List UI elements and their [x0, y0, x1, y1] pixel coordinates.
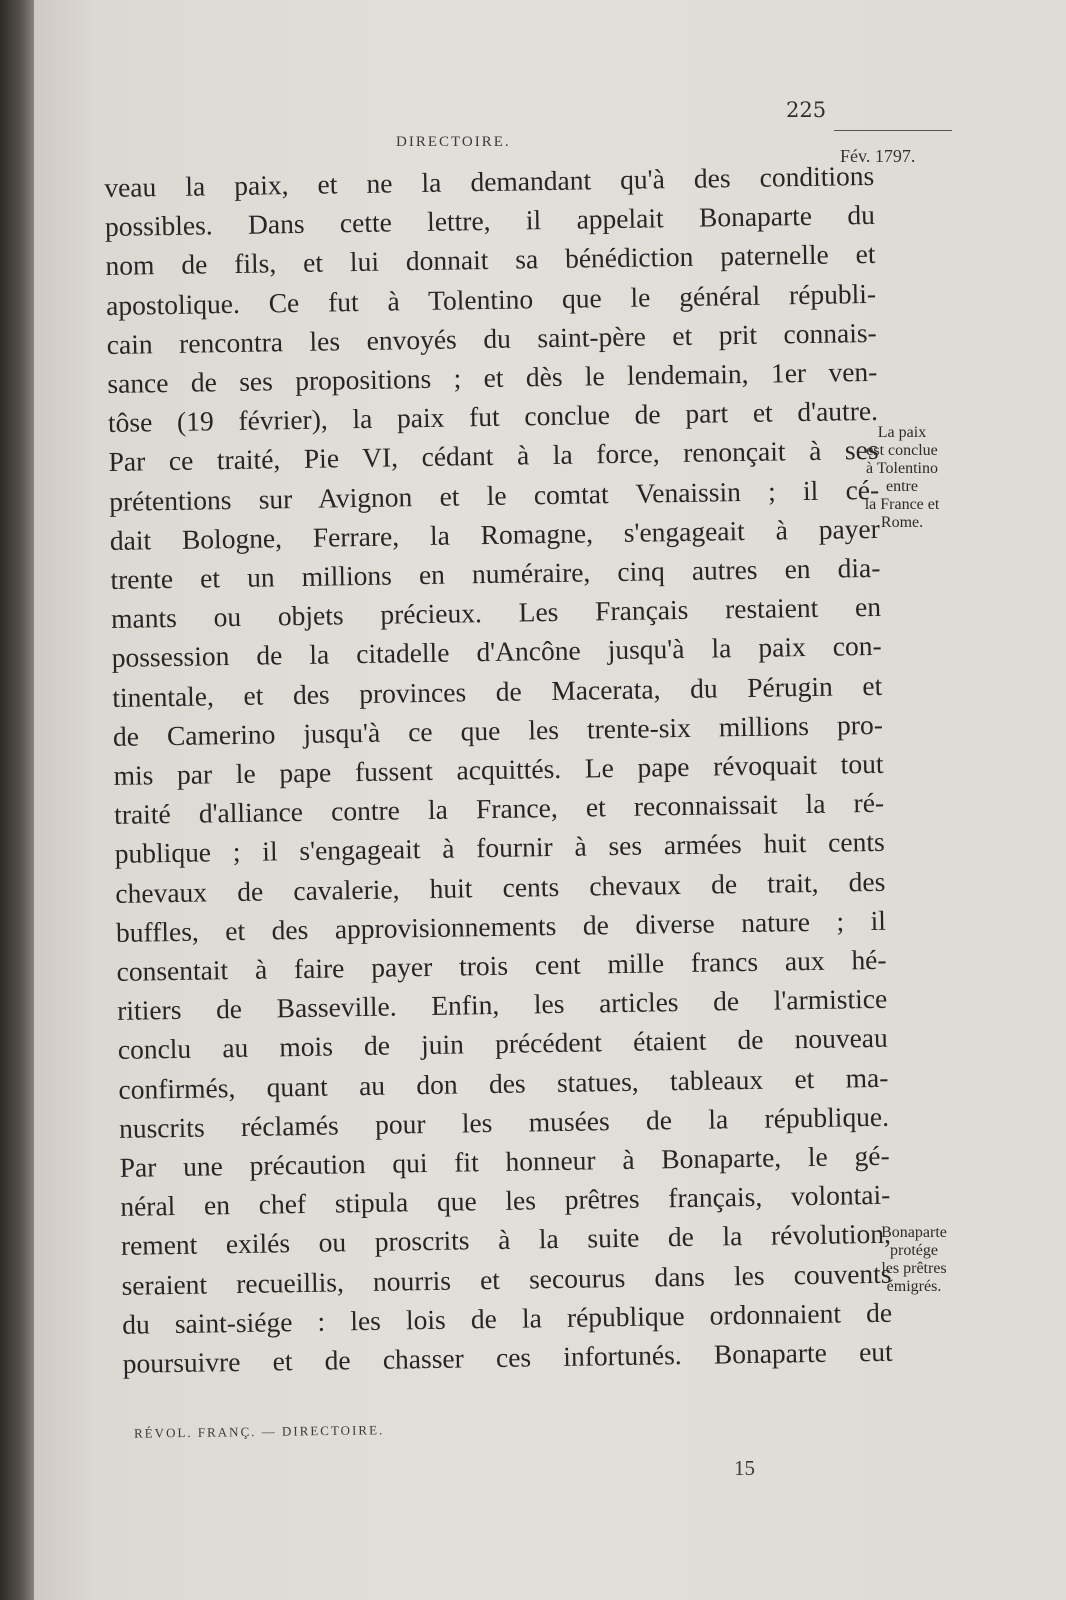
text-line: rement exilés ou proscrits à la suite de la révolution, — [120, 1218, 892, 1262]
text-line: ritiers de Basseville. Enfin, les articles de l'armistice — [116, 983, 888, 1027]
body-text — [104, 156, 893, 1383]
text-line: nuscrits réclamés pour les musées de la république. — [118, 1100, 890, 1144]
text-line: Par une précaution qui fit honneur à Bonaparte, le gé- — [119, 1139, 890, 1183]
text-line: buffles, et des approvisionnements de diverse nature ; il — [115, 904, 887, 948]
text-line: conclu au mois de juin précédent étaient de nouveau — [117, 1022, 889, 1066]
text-line: consentait à faire payer trois cent mille francs aux hé- — [116, 943, 887, 987]
text-line: mis par le pape fussent acquittés. Le pape révoquait tout — [113, 747, 884, 791]
text-line: trente et un millions en numéraire, cinq autres en dia- — [110, 551, 881, 595]
header-rule — [834, 130, 952, 131]
text-line: publique ; il s'engageait à fournir à ses armées huit cents — [114, 826, 885, 870]
sidenote-line: à Tolentino — [866, 460, 938, 477]
running-head: DIRECTOIRE. — [396, 134, 511, 150]
book-page — [34, 0, 1066, 1600]
sidenote-line: les prêtres — [881, 1260, 947, 1277]
sidenote-priests — [854, 1224, 974, 1296]
text-line: néral en chef stipula que les prêtres français, volontai- — [120, 1179, 891, 1223]
sidenote-line: Rome. — [880, 514, 924, 531]
text-line: seraient recueillis, nourris et secourus dans les couvents — [121, 1257, 892, 1301]
text-line: Par ce traité, Pie VI, cédant à la force, renonçait à ses — [108, 434, 879, 478]
footer-signature-number: 15 — [734, 1456, 755, 1480]
sidenote-line: La paix — [877, 424, 927, 441]
text-line: tôse (19 février), la paix fut conclue de part et d'autre. — [107, 395, 879, 439]
text-line: possession de la citadelle d'Ancône jusqu'à la paix con- — [111, 630, 882, 674]
text-line: nom de fils, et lui donnait sa bénédiction paternelle et — [105, 238, 876, 282]
page-number: 225 — [786, 98, 827, 122]
text-line: apostolique. Ce fut à Tolentino que le général républi- — [105, 277, 877, 321]
text-line: tinentale, et des provinces de Macerata, du Pérugin et — [112, 669, 883, 713]
sidenote-line: est conclue — [866, 442, 938, 459]
text-line: dait Bologne, Ferrare, la Romagne, s'engageait à payer — [109, 512, 880, 556]
sidenote-line: Bonaparte — [881, 1224, 947, 1241]
text-line: traité d'alliance contre la France, et reconnaissait la ré- — [113, 787, 885, 831]
text-line: prétentions sur Avignon et le comtat Venaissin ; il cé- — [108, 473, 880, 517]
book-spine-shadow — [0, 0, 34, 1600]
footer-signature: RÉVOL. FRANÇ. — DIRECTOIRE. — [133, 1422, 385, 1441]
text-line: du saint-siége : les lois de la république ordonnaient de — [121, 1296, 893, 1340]
sidenote-line: émigrés. — [886, 1278, 942, 1295]
text-line: confirmés, quant au don des statues, tableaux et ma- — [118, 1061, 889, 1105]
sidenote-peace-tolentino — [842, 424, 962, 532]
text-line: mants ou objets précieux. Les Français restaient en — [110, 591, 882, 635]
sidenote-line: entre — [886, 478, 918, 495]
text-line: possibles. Dans cette lettre, il appelait Bonaparte du — [104, 199, 876, 243]
text-line: veau la paix, et ne la demandant qu'à des conditions — [104, 159, 875, 203]
sidenote-line: la France et — [864, 496, 940, 513]
margin-date: Fév. 1797. — [840, 146, 916, 166]
text-line: chevaux de cavalerie, huit cents chevaux de trait, des — [115, 865, 886, 909]
text-line: de Camerino jusqu'à ce que les trente-six millions pro- — [112, 708, 884, 752]
text-line: cain rencontra les envoyés du saint-père et prit connais- — [106, 316, 877, 360]
text-line: sance de ses propositions ; et dès le lendemain, 1er ven- — [107, 355, 878, 399]
sidenote-line: protége — [890, 1242, 938, 1259]
text-line: poursuivre et de chasser ces infortunés. Bonaparte eut — [122, 1335, 893, 1379]
